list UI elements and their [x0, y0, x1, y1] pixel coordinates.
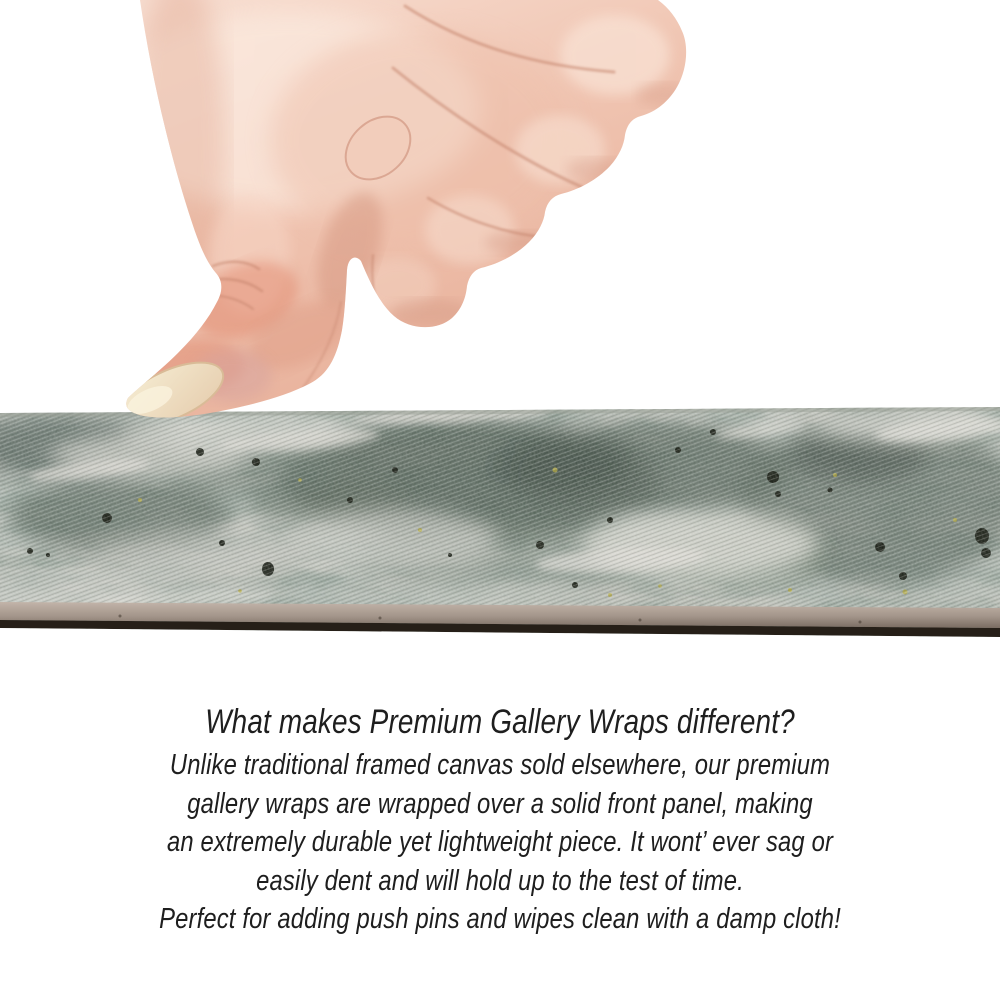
info-body-line-5: Perfect for adding push pins and wipes clean with a damp cloth!	[159, 903, 841, 935]
hand-photo	[0, 0, 1000, 418]
info-text-block	[90, 700, 910, 939]
info-body-line-3: an extremely durable yet lightweight piece. It wont’ ever sag or	[166, 826, 834, 858]
info-body-line-2: gallery wraps are wrapped over a solid front panel, making	[187, 787, 813, 820]
info-body-line-4: easily dent and will hold up to the test of time.	[256, 864, 744, 897]
canvas-edge-strip	[0, 406, 1000, 642]
canvas-texture-image	[0, 406, 1000, 642]
info-heading: What makes Premium Gallery Wraps different?	[205, 703, 795, 741]
info-body-line-1: Unlike traditional framed canvas sold elsewhere, our premium	[169, 749, 831, 781]
